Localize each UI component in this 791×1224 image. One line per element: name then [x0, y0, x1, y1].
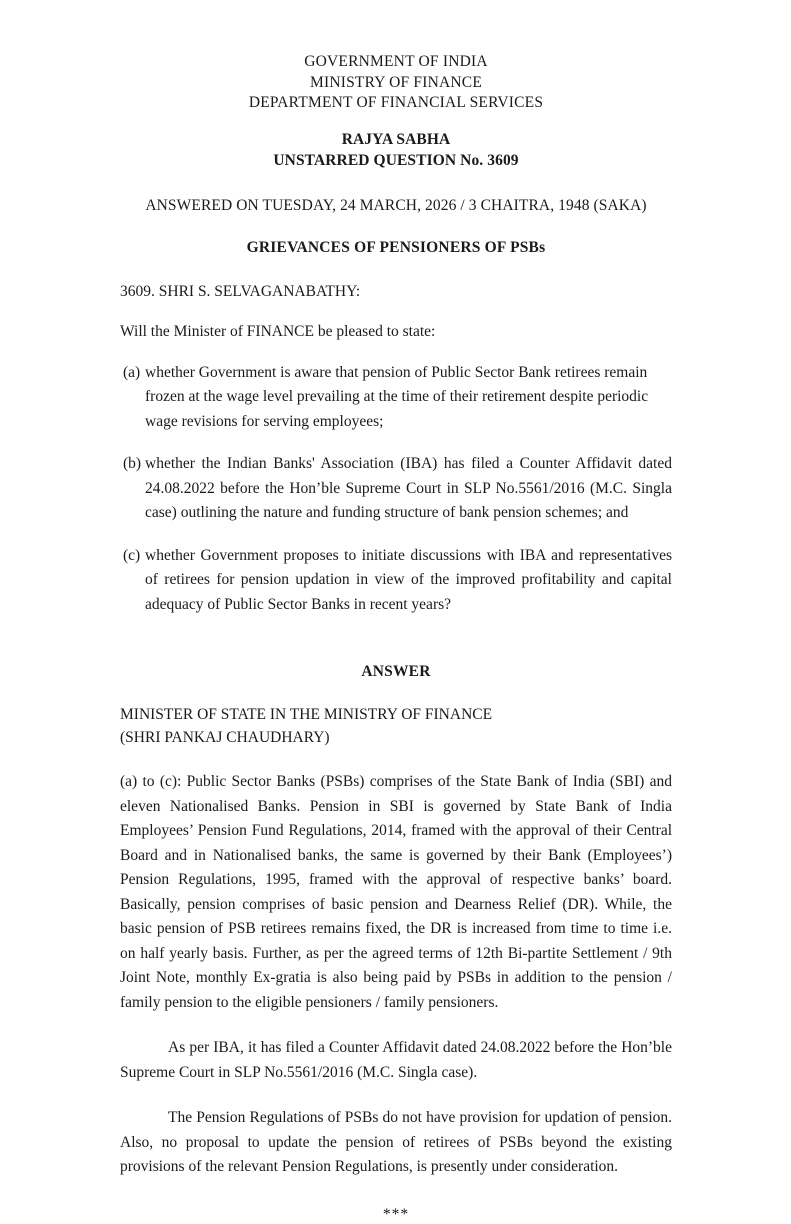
masthead-line-department: DEPARTMENT OF FINANCIAL SERVICES — [248, 94, 544, 111]
subject-heading: GRIEVANCES OF PENSIONERS OF PSBs — [246, 238, 546, 256]
answer-paragraph-1: (a) to (c): Public Sector Banks (PSBs) comprises of the State Bank of India (SBI) and eleven Nationalised Banks. Pension in SBI is governed by State Bank of India Employees’ Pension Fund Regulations, 2014, framed with the approval of their Central Board and in Nationalised banks, the same is governed by their Bank (Employees’) Pension Regulations, 1995, framed with the approval of respective banks’ board. Basically, pension comprises of basic pension and Dearness Relief (DR). While, the basic pension of PSB retirees remains fixed, the DR is increased from time to time i.e. on half yearly basis. Further, as per the agreed terms of 12th Bi-partite Settlement / 9th Joint Note, monthly Ex-gratia is also being paid by PSBs in addition to the pension / family pension to the eligible pensioners / family pensioners. — [120, 773, 672, 1011]
answered-on-line: ANSWERED ON TUESDAY, 24 MARCH, 2026 / 3 CHAITRA, 1948 (SAKA) — [145, 196, 647, 214]
question-part-a-text: whether Government is aware that pension of Public Sector Bank retirees remain frozen at the wage level prevailing at the time of their retirement despite periodic wage revisions for serving employees; — [145, 363, 649, 430]
house-name: RAJYA SABHA — [341, 130, 451, 148]
question-preamble: Will the Minister of FINANCE be pleased to state: — [120, 322, 436, 340]
minister-designation: MINISTER OF STATE IN THE MINISTRY OF FINANCE — [120, 706, 493, 723]
question-part-a — [120, 361, 672, 435]
question-part-b-marker: (b) — [123, 455, 142, 472]
question-part-c-marker: (c) — [123, 546, 141, 564]
question-part-b-text: whether the Indian Banks' Association (IBA) has filed a Counter Affidavit dated 24.08.2022 before the Hon’ble Supreme Court in SLP No.5561/2016 (M.C. Singla case) outlining the nature and funding structure of bank pension schemes; and — [145, 455, 672, 521]
question-number-and-member: 3609. SHRI S. SELVAGANABATHY: — [120, 282, 361, 300]
question-part-c — [120, 544, 672, 618]
question-type-number: UNSTARRED QUESTION No. 3609 — [273, 152, 519, 169]
masthead-line-ministry: MINISTRY OF FINANCE — [309, 73, 483, 91]
document-content — [120, 0, 672, 1224]
answer-paragraph-3: The Pension Regulations of PSBs do not have provision for updation of pension. Also, no proposal to update the pension of retirees of PSBs beyond the existing provisions of the relevant Pension Regulations, is presently under consideration. — [120, 1109, 672, 1175]
minister-block — [120, 703, 672, 749]
question-part-c-text: whether Government proposes to initiate discussions with IBA and representatives of retirees for pension updation in view of the improved profitability and capital adequacy of Public Sector Banks in recent years? — [145, 546, 672, 613]
masthead-line-government: GOVERNMENT OF INDIA — [304, 53, 488, 70]
minister-name: (SHRI PANKAJ CHAUDHARY) — [120, 729, 330, 746]
question-part-a-marker: (a) — [123, 363, 141, 381]
end-of-answer-marks: *** — [382, 1205, 410, 1223]
house-block — [120, 129, 672, 172]
question-part-b — [120, 452, 672, 526]
answer-paragraph-2: As per IBA, it has filed a Counter Affidavit dated 24.08.2022 before the Hon’ble Supreme Court in SLP No.5561/2016 (M.C. Singla case). — [120, 1039, 672, 1081]
masthead — [120, 52, 672, 114]
question-parts-list — [120, 361, 672, 618]
answer-heading: ANSWER — [361, 663, 431, 680]
